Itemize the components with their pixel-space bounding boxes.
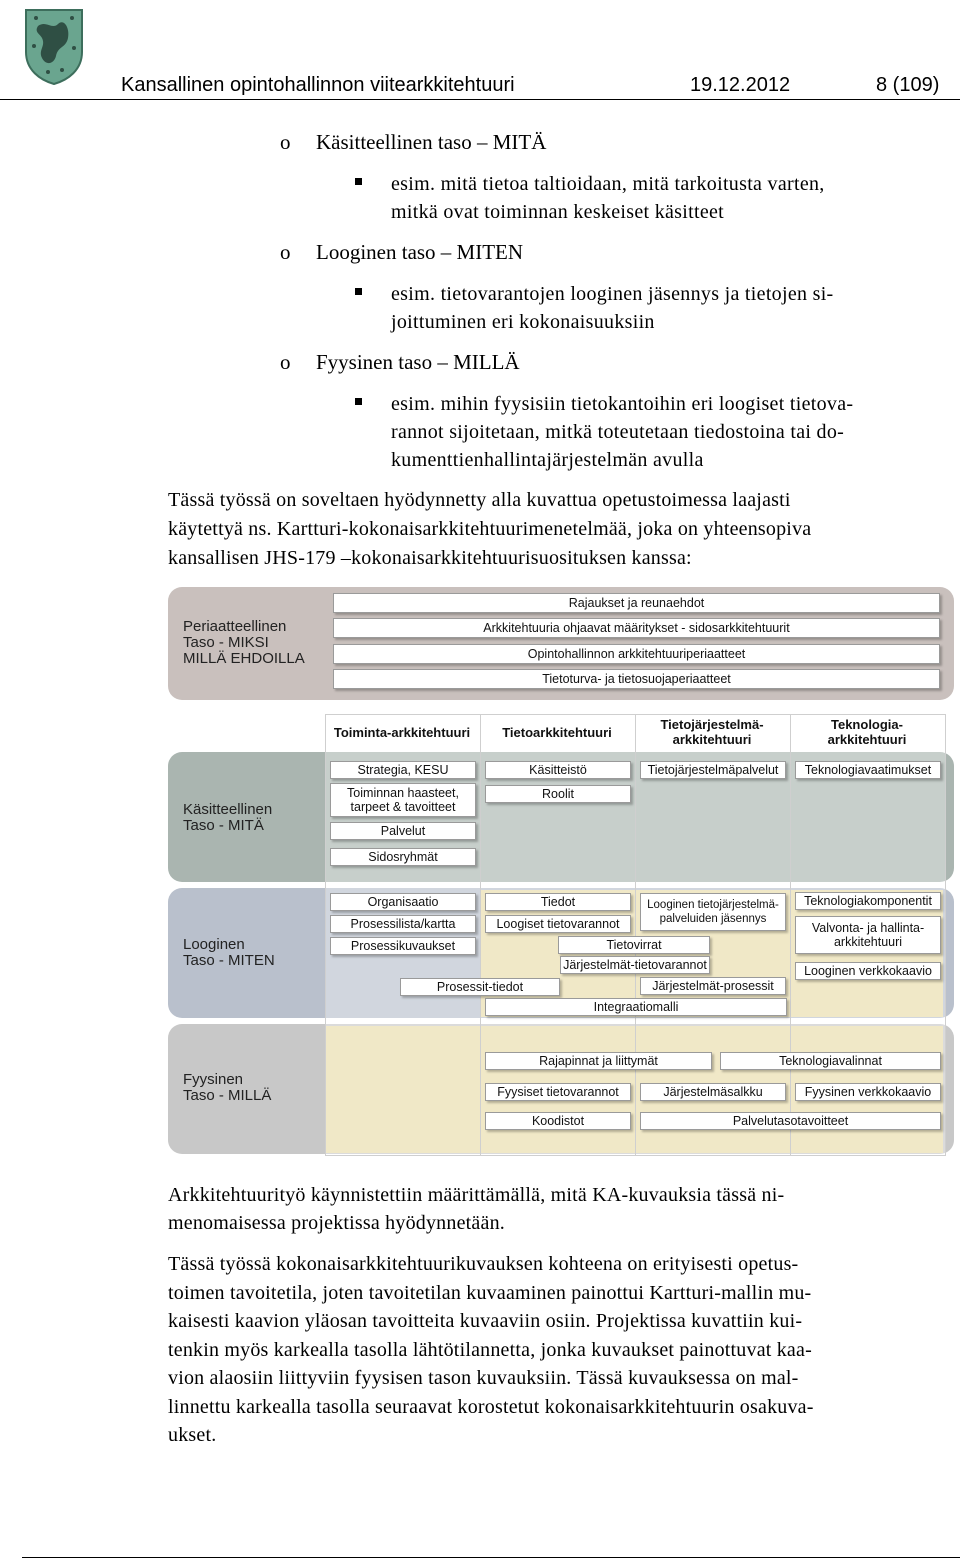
paragraph-target-line-1: Tässä työssä kokonaisarkkitehtuurikuvauksen kohteena on erityisesti opetus- (168, 1253, 799, 1275)
principle-box: Tietoturva- ja tietosuojaperiaatteet (333, 669, 940, 689)
column-header: Tietoarkkitehtuuri (502, 724, 612, 740)
diagram-box: Roolit (485, 785, 631, 803)
paragraph-ka-start-line-1: Arkkitehtuurityö käynnistettiin määrittämällä, mitä KA-kuvauksia tässä ni- (168, 1184, 785, 1206)
diagram-box: Strategia, KESU (330, 761, 476, 779)
level-physical-detail-3: kumenttienhallintajärjestelmän avulla (391, 449, 704, 471)
column-header: Toiminta-arkkitehtuuri (333, 724, 471, 740)
footer-rule (22, 1557, 960, 1558)
diagram-box: Teknologiavaatimukset (795, 761, 941, 779)
diagram-box: Fyysinen verkkokaavio (795, 1083, 941, 1101)
paragraph-target-line-5: vion alaosiin liittyviin fyysisen tason kuvauksiin. Tässä kuvauksessa on mal- (168, 1367, 799, 1389)
band-label-line: MILLÄ EHDOILLA (183, 650, 305, 667)
principle-box: Opintohallinnon arkkitehtuuriperiaatteet (333, 644, 940, 664)
diagram-box: Järjestelmäsalkku (640, 1083, 786, 1101)
diagram-box: Loogiset tietovarannot (485, 915, 631, 933)
diagram-box: Sidosryhmät (330, 848, 476, 866)
diagram-box: Integraatiomalli (485, 998, 787, 1016)
diagram-box: Prosessikuvaukset (330, 937, 476, 955)
diagram-box: Käsitteistö (485, 761, 631, 779)
column-header: Tietojärjestelmä- arkkitehtuuri (660, 717, 764, 747)
paragraph-intro-line-2: käytettyä ns. Kartturi-kokonaisarkkitehtuurimenetelmää, joka on yhteensopiva (168, 518, 812, 540)
paragraph-target-line-7: ukset. (168, 1424, 217, 1446)
paragraph-intro-line-1: Tässä työssä on soveltaen hyödynnetty alla kuvattua opetustoimessa laajasti (168, 489, 791, 511)
diagram-box: Palvelut (330, 822, 476, 840)
diagram-box: Organisaatio (330, 893, 476, 911)
header-title: Kansallinen opintohallinnon viitearkkitehtuuri (121, 74, 515, 96)
diagram-box: Palvelutasotavoitteet (640, 1112, 941, 1130)
band-label-line: Periaatteellinen (183, 618, 287, 635)
diagram-box: Valvonta- ja hallinta- arkkitehtuuri (795, 916, 941, 954)
band-label-line: Taso - MILLÄ (183, 1087, 272, 1104)
band-label-line: Looginen (183, 936, 245, 953)
band-label-line: Taso - MIKSI (183, 634, 269, 651)
diagram-box: Fyysiset tietovarannot (485, 1083, 631, 1101)
band-label-line: Käsitteellinen (183, 801, 273, 818)
diagram-box: Prosessilista/kartta (330, 915, 476, 933)
level-physical-detail-2: rannot sijoitetaan, mitkä toteutetaan tiedostoina tai do- (391, 421, 845, 443)
paragraph-target-line-2: toimen tavoitetila, joten tavoitetilan kuvaaminen painottui Kartturi-mallin mu- (168, 1282, 812, 1304)
diagram-box: Järjestelmät-tietovarannot (560, 956, 710, 974)
level-conceptual-detail-2: mitkä ovat toiminnan keskeiset käsitteet (391, 201, 725, 223)
diagram-box: Teknologiakomponentit (795, 892, 941, 910)
diagram-box: Teknologiavalinnat (720, 1052, 941, 1070)
diagram-box: Rajapinnat ja liittymät (485, 1052, 712, 1070)
level-physical-detail-1: esim. mihin fyysisiin tietokantoihin eri loogiset tietova- (391, 393, 854, 415)
diagram-box: Koodistot (485, 1112, 631, 1130)
principle-box: Rajaukset ja reunaehdot (333, 593, 940, 613)
header-rule (0, 99, 960, 100)
level-conceptual-heading: Käsitteellinen taso – MITÄ (316, 130, 547, 154)
principle-box: Arkkitehtuuria ohjaavat määritykset - sidosarkkitehtuurit (333, 618, 940, 638)
paragraph-target-line-6: linnettu karkealla tasolla seuraavat korostetut kokonaisarkkitehtuurin osakuva- (168, 1396, 814, 1418)
diagram-box: Tietojärjestelmäpalvelut (640, 761, 786, 779)
level-logical-heading: Looginen taso – MITEN (316, 240, 524, 264)
level-physical-heading: Fyysinen taso – MILLÄ (316, 350, 520, 374)
level-logical-detail-2: joittuminen eri kokonaisuuksiin (391, 311, 655, 333)
header-page-number: 8 (109) (876, 74, 940, 96)
diagram-box: Järjestelmät-prosessit (640, 977, 786, 995)
square-bullet (355, 178, 362, 185)
square-bullet (355, 398, 362, 405)
list-bullet-o: o (280, 130, 291, 154)
diagram-box: Tietovirrat (558, 936, 710, 954)
coat-of-arms-logo (22, 6, 86, 86)
band-label-line: Taso - MITEN (183, 952, 275, 969)
diagram-box: Looginen tietojärjestelmä- palveluiden jäsennys (640, 893, 786, 931)
header-date: 19.12.2012 (690, 74, 791, 96)
band-label-line: Fyysinen (183, 1071, 244, 1088)
column-toiminta (325, 714, 481, 1156)
column-header: Teknologia- arkkitehtuuri (827, 717, 907, 747)
square-bullet (355, 288, 362, 295)
paragraph-target-line-3: kaisesti kaavion yläosan tavoitteita kuvaaviin osiin. Projektissa kuvattiin kui- (168, 1310, 803, 1332)
paragraph-ka-start-line-2: menomaisessa projektissa hyödynnetään. (168, 1212, 505, 1234)
paragraph-target-line-4: tenkin myös karkealla tasolla lähtötilannetta, jonka kuvaukset painottuvat kaa- (168, 1339, 812, 1361)
level-logical-detail-1: esim. tietovarantojen looginen jäsennys ja tietojen si- (391, 283, 834, 305)
paragraph-intro-line-3: kansallisen JHS-179 –kokonaisarkkitehtuurisuosituksen kanssa: (168, 547, 692, 569)
band-label-line: Taso - MITÄ (183, 817, 264, 834)
diagram-box: Toiminnan haasteet, tarpeet & tavoitteet (330, 783, 476, 817)
list-bullet-o: o (280, 240, 291, 264)
list-bullet-o: o (280, 350, 291, 374)
level-conceptual-detail-1: esim. mitä tietoa taltioidaan, mitä tarkoitusta varten, (391, 173, 825, 195)
diagram-box: Tiedot (485, 893, 631, 911)
diagram-box: Looginen verkkokaavio (795, 962, 941, 980)
diagram-box: Prosessit-tiedot (400, 978, 560, 996)
